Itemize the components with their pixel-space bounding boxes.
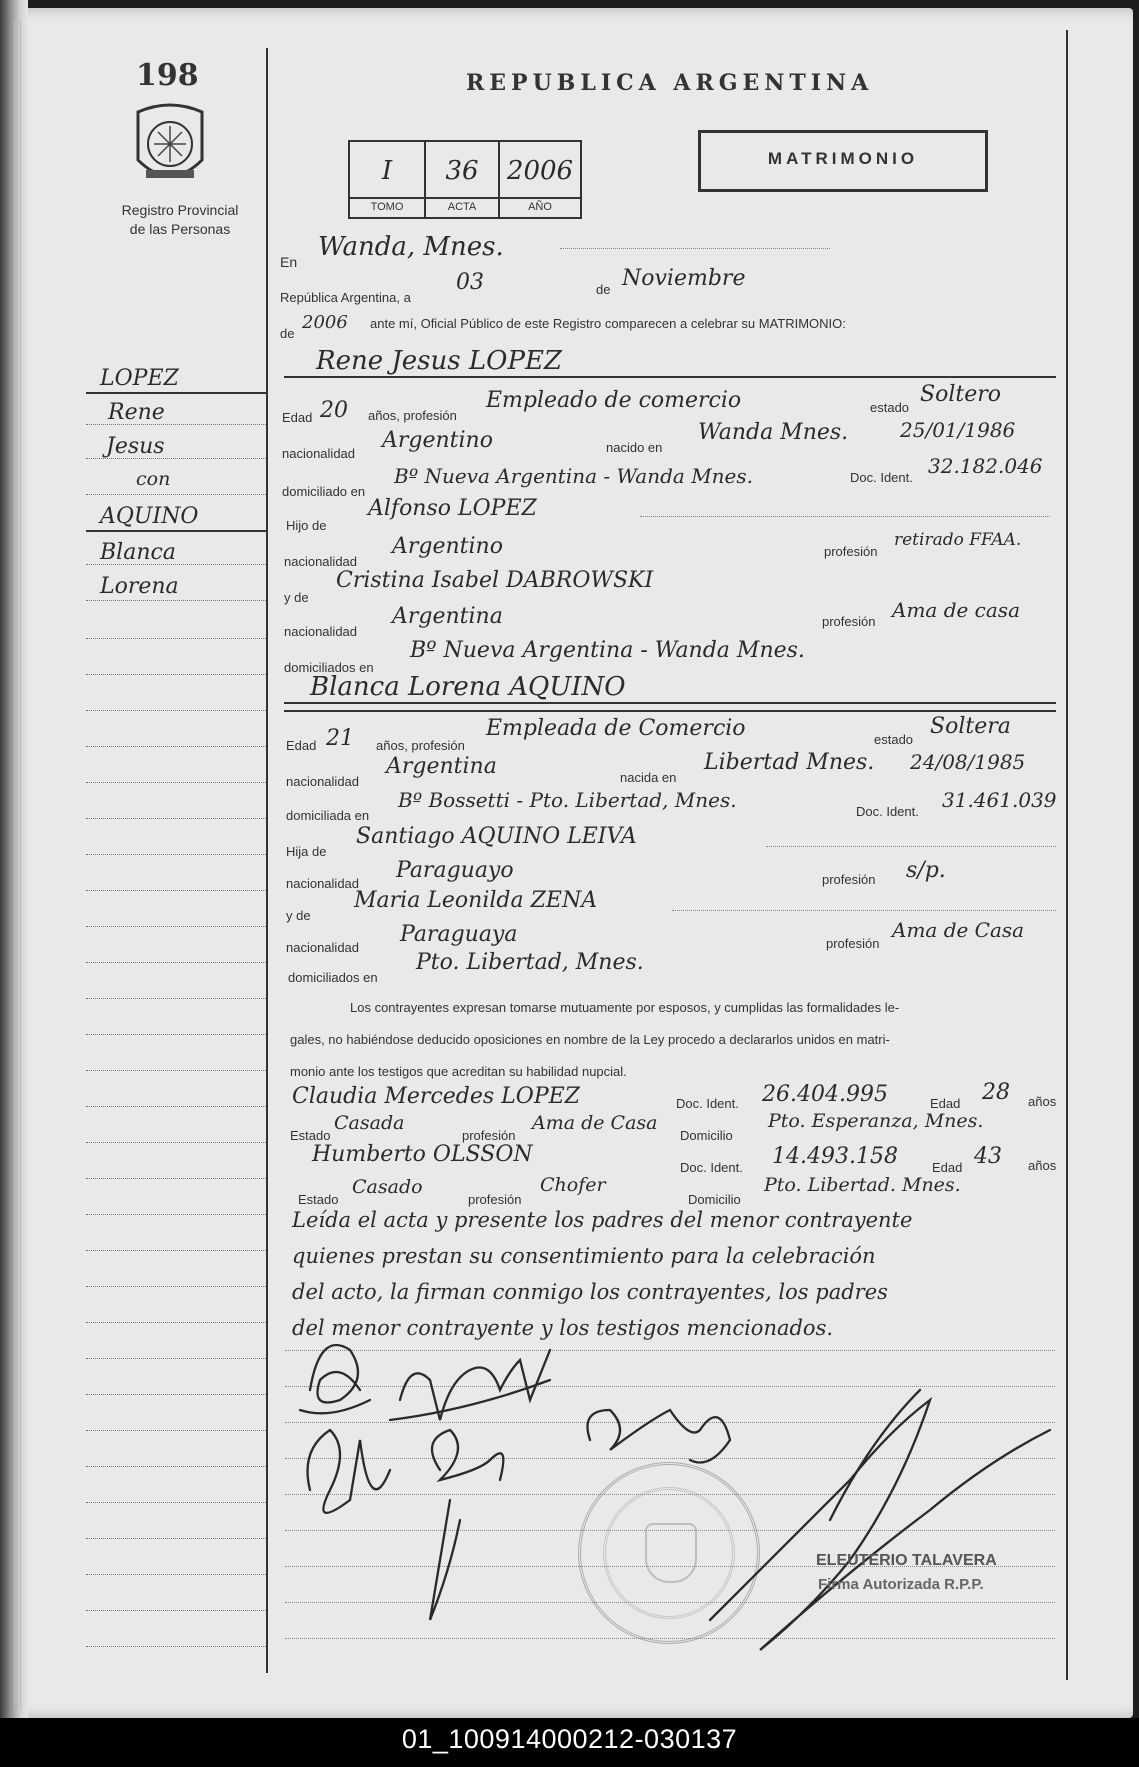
ano-value: 2006	[506, 156, 574, 186]
bride-fecha: 24/08/1985	[910, 750, 1026, 774]
scan-code: 01_100914000212-030137	[401, 1724, 738, 1754]
bride-name: Blanca Lorena AQUINO	[310, 672, 626, 702]
bride-padre-nac-label: nacionalidad	[286, 876, 360, 891]
groom-estado-label: estado	[870, 400, 910, 415]
witness2-domicilio-label: Domicilio	[688, 1192, 741, 1207]
bride-padre-prof-label: profesión	[822, 872, 876, 887]
groom-nacido-label: nacido en	[606, 440, 663, 455]
witness2-doc-label: Doc. Ident.	[680, 1160, 743, 1175]
margin-line-3: Jesus	[106, 434, 165, 459]
tomo-value: I	[381, 156, 393, 186]
ano-label: AÑO	[528, 201, 552, 213]
bride-name-rule-top	[284, 702, 1056, 704]
groom-madre: Cristina Isabel DABROWSKI	[336, 568, 654, 593]
bride-doc: 31.461.039	[942, 788, 1057, 812]
bride-madre-prof-label: profesión	[826, 936, 880, 951]
witness2-estado-label: Estado	[298, 1192, 339, 1207]
bride-madre: Maria Leonilda ZENA	[354, 888, 598, 913]
witness1-profesion: Ama de Casa	[532, 1112, 658, 1134]
groom-madre-prof-label: profesión	[822, 614, 876, 629]
witness2-domicilio: Pto. Libertad. Mnes.	[764, 1174, 961, 1196]
official-name: ELEUTERIO TALAVERA	[816, 1552, 997, 1569]
page-stack-edges	[14, 20, 22, 1710]
bride-padre: Santiago AQUINO LEIVA	[356, 824, 637, 849]
witness1-name: Claudia Mercedes LOPEZ	[292, 1084, 580, 1109]
groom-madre-nac: Argentina	[392, 604, 503, 629]
groom-name: Rene Jesus LOPEZ	[316, 346, 562, 376]
bride-estado-label: estado	[874, 732, 914, 747]
bride-edad: 21	[326, 726, 354, 751]
closing-line-1: Leída el acta y presente los padres del menor contrayente	[292, 1208, 913, 1232]
groom-edad-label: Edad	[282, 410, 313, 425]
official-title: Firma Autorizada R.P.P.	[818, 1576, 984, 1593]
bride-profesion: Empleada de Comercio	[486, 716, 746, 741]
closing-line-4: del menor contrayente y los testigos mencionados.	[292, 1316, 834, 1340]
witness2-estado: Casado	[352, 1176, 423, 1198]
witness1-anos-label: años	[1028, 1094, 1057, 1109]
bride-madre-nac: Paraguaya	[400, 922, 518, 947]
bride-madre-nac-label: nacionalidad	[286, 940, 360, 955]
witness1-doc: 26.404.995	[762, 1082, 888, 1107]
margin-line-7: Lorena	[100, 574, 179, 599]
witness1-edad-label: Edad	[930, 1096, 961, 1111]
witness1-edad: 28	[982, 1080, 1010, 1105]
margin-line-2: Rene	[108, 400, 165, 425]
groom-fecha: 25/01/1986	[900, 418, 1016, 442]
groom-edad: 20	[320, 398, 348, 423]
record-number-box	[348, 140, 582, 219]
witness1-domicilio: Pto. Esperanza, Mnes.	[768, 1110, 984, 1132]
margin-line-4: con	[136, 468, 171, 490]
signatures	[290, 1320, 1070, 1680]
bride-madre-prof: Ama de Casa	[892, 918, 1025, 942]
witness2-profesion-label: profesión	[468, 1192, 522, 1207]
place: Wanda, Mnes.	[318, 232, 504, 262]
groom-domicilio: Bº Nueva Argentina - Wanda Mnes.	[394, 464, 754, 488]
bride-yde-label: y de	[286, 908, 311, 923]
groom-hijo-label: Hijo de	[286, 518, 327, 533]
witness1-doc-label: Doc. Ident.	[676, 1096, 739, 1111]
intro-text: ante mí, Oficial Público de este Registro comparecen a celebrar su MATRIMONIO:	[370, 316, 846, 331]
witness2-profesion: Chofer	[540, 1174, 606, 1196]
groom-doc-label: Doc. Ident.	[850, 470, 913, 485]
groom-domicilio-label: domiciliado en	[282, 484, 366, 499]
bride-padre-prof: s/p.	[906, 858, 946, 883]
acta-label: ACTA	[447, 201, 477, 213]
groom-profesion: Empleado de comercio	[486, 388, 742, 413]
en-label: En	[280, 254, 298, 270]
registry-line-2: de las Personas	[129, 221, 231, 237]
republica-label: República Argentina, a	[280, 290, 411, 305]
groom-padre-prof-label: profesión	[824, 544, 878, 559]
closing-line-3: del acto, la firman conmigo los contrayentes, los padres	[292, 1280, 888, 1304]
registry-line-1: Registro Provincial	[121, 202, 239, 218]
provincial-seal-icon	[132, 100, 208, 188]
intro-month: Noviembre	[622, 266, 746, 291]
bride-doc-label: Doc. Ident.	[856, 804, 919, 819]
tomo-label: TOMO	[370, 201, 404, 213]
groom-padre-nac: Argentino	[392, 534, 503, 559]
bride-padres-dom: Pto. Libertad, Mnes.	[416, 950, 644, 975]
bride-nacionalidad-label: nacionalidad	[286, 774, 360, 789]
groom-padres-dom: Bº Nueva Argentina - Wanda Mnes.	[410, 638, 805, 663]
bride-padres-dom-label: domiciliados en	[288, 970, 378, 985]
witness2-doc: 14.493.158	[772, 1144, 898, 1169]
intro-day: 03	[456, 270, 484, 295]
groom-padres-dom-label: domiciliados en	[284, 660, 374, 675]
intro-year: 2006	[302, 312, 348, 333]
groom-anos-profesion-label: años, profesión	[368, 408, 457, 423]
groom-name-rule	[284, 376, 1056, 378]
bride-hija-label: Hija de	[286, 844, 327, 859]
act-type: MATRIMONIO	[767, 149, 919, 168]
groom-nacionalidad-label: nacionalidad	[282, 446, 356, 461]
groom-madre-prof: Ama de casa	[892, 598, 1020, 622]
margin-line-5: AQUINO	[100, 504, 199, 529]
groom-nacionalidad: Argentino	[382, 428, 493, 453]
declaration-line-1: Los contrayentes expresan tomarse mutuamente por esposos, y cumplidas las formalidades le-	[350, 1000, 900, 1015]
act-type-box	[698, 130, 988, 192]
bride-domicilio: Bº Bossetti - Pto. Libertad, Mnes.	[398, 788, 737, 812]
bride-nacida-label: nacida en	[620, 770, 677, 785]
declaration-line-2: gales, no habiéndose deducido oposiciones en nombre de la Ley procedo a declararlos unidos en matri-	[290, 1032, 890, 1047]
page-number: 198	[136, 58, 199, 93]
bride-nacionalidad: Argentina	[386, 754, 497, 779]
bride-domicilio-label: domiciliada en	[286, 808, 370, 823]
declaration-line-3: monio ante los testigos que acreditan su habilidad nupcial.	[290, 1064, 627, 1079]
witness1-estado: Casada	[334, 1112, 405, 1134]
witness2-name: Humberto OLSSON	[312, 1142, 533, 1167]
witness1-domicilio-label: Domicilio	[680, 1128, 733, 1143]
closing-line-2: quienes prestan su consentimiento para la celebración	[292, 1244, 876, 1268]
margin-divider	[266, 48, 268, 1673]
country-title: REPUBLICA ARGENTINA	[466, 70, 874, 96]
bride-edad-label: Edad	[286, 738, 317, 753]
witness1-estado-label: Estado	[290, 1128, 331, 1143]
groom-estado: Soltero	[920, 382, 1001, 407]
margin-line-6: Blanca	[100, 540, 176, 565]
witness2-edad-label: Edad	[932, 1160, 963, 1175]
intro-de-label: de	[596, 282, 611, 297]
groom-padre: Alfonso LOPEZ	[368, 496, 537, 521]
groom-madre-nac-label: nacionalidad	[284, 624, 358, 639]
witness1-profesion-label: profesión	[462, 1128, 516, 1143]
intro-de2-label: de	[280, 326, 295, 341]
bride-nacida: Libertad Mnes.	[704, 750, 875, 775]
bride-padre-nac: Paraguayo	[396, 858, 514, 883]
groom-nacido: Wanda Mnes.	[698, 420, 849, 445]
groom-padre-prof: retirado FFAA.	[894, 530, 1022, 550]
bride-name-rule-bottom	[284, 710, 1056, 712]
witness2-anos-label: años	[1028, 1158, 1057, 1173]
bride-estado: Soltera	[930, 714, 1011, 739]
margin-line-1: LOPEZ	[100, 366, 179, 391]
groom-yde-label: y de	[284, 590, 309, 605]
witness2-edad: 43	[974, 1144, 1002, 1169]
groom-doc: 32.182.046	[928, 454, 1043, 478]
bride-anos-profesion-label: años, profesión	[376, 738, 465, 753]
groom-padre-nac-label: nacionalidad	[284, 554, 358, 569]
acta-value: 36	[445, 156, 479, 186]
